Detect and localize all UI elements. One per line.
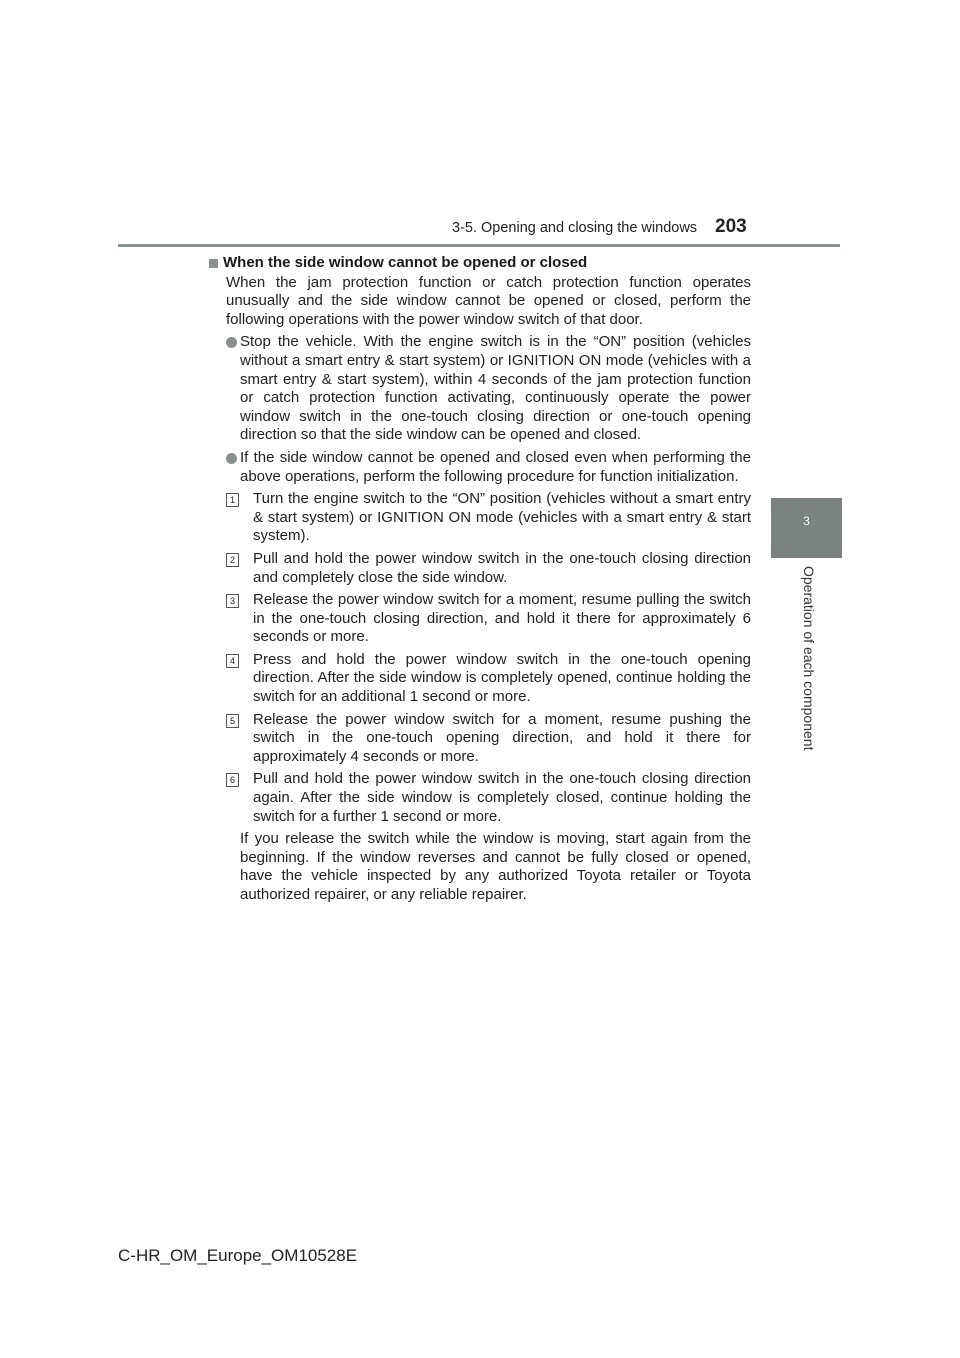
bullet-text: Stop the vehicle. With the engine switch is in the “ON” position (vehicles without a smart entry & start system) or IGNITION ON mode (vehicles with a smart entry & start system), within 4 seconds of the jam protection function or catch protection function activating, continuously operate the power window switch in the one-touch closing direction or one-touch opening direction so that the side window can be opened and closed. [240, 333, 751, 444]
step-number-5: 5 [226, 714, 239, 728]
step-item [226, 490, 751, 546]
bullet-item [226, 449, 751, 486]
section-heading [209, 254, 751, 273]
step-item [226, 651, 751, 707]
step-text: Pull and hold the power window switch in the one-touch closing direction again. After the side window is completely closed, continue holding the switch for a further 1 second or more. [253, 770, 751, 825]
chapter-title-tab [771, 558, 842, 843]
closing-paragraph: If you release the switch while the window is moving, start again from the beginning. If the window reverses and cannot be fully closed or opened, have the vehicle inspected by any authorized Toyota retailer or Toyota authorized repairer, or any reliable repairer. [240, 830, 751, 903]
step-number-4: 4 [226, 654, 239, 668]
section-heading-text: When the side window cannot be opened or closed [223, 254, 588, 271]
document-id: C-HR_OM_Europe_OM10528E [118, 1246, 358, 1265]
step-text: Pull and hold the power window switch in the one-touch closing direction and completely close the side window. [253, 549, 751, 586]
step-number-6: 6 [226, 773, 239, 787]
page-content [209, 254, 751, 905]
step-text: Press and hold the power window switch in the one-touch opening direction. After the side window is completely opened, continue holding the switch for an additional 1 second or more. [253, 650, 751, 706]
intro-paragraph: When the jam protection function or catch protection function operates unusually and the side window cannot be opened or closed, perform the following operations with the power window switch of that door. [226, 273, 751, 328]
bullet-item [226, 333, 751, 445]
page-number: 203 [715, 216, 747, 237]
chapter-tab [771, 498, 842, 558]
step-number-1: 1 [226, 493, 239, 507]
circle-bullet-icon [226, 453, 237, 464]
header-divider [118, 244, 840, 247]
step-item [226, 711, 751, 767]
step-text: Release the power window switch for a moment, resume pushing the switch in the one-touch opening direction, and hold it there for approximately 4 seconds or more. [253, 710, 751, 765]
chapter-number: 3 [803, 514, 810, 528]
step-number-3: 3 [226, 594, 239, 608]
circle-bullet-icon [226, 337, 237, 348]
step-text: Release the power window switch for a moment, resume pulling the switch in the one-touch closing direction, and hold it there for approximately 6 seconds or more. [253, 591, 751, 646]
step-item [226, 591, 751, 647]
step-number-2: 2 [226, 553, 239, 567]
step-item [226, 550, 751, 587]
bullet-text: If the side window cannot be opened and closed even when performing the above operations, perform the following procedure for function initialization. [240, 448, 751, 485]
step-item [226, 770, 751, 826]
chapter-title: Operation of each component [801, 566, 817, 751]
step-text: Turn the engine switch to the “ON” position (vehicles without a smart entry & start system) or IGNITION ON mode (vehicles with a smart entry & start system). [253, 490, 751, 545]
running-header-section: 3-5. Opening and closing the windows [452, 220, 698, 236]
square-bullet-icon [209, 259, 218, 268]
